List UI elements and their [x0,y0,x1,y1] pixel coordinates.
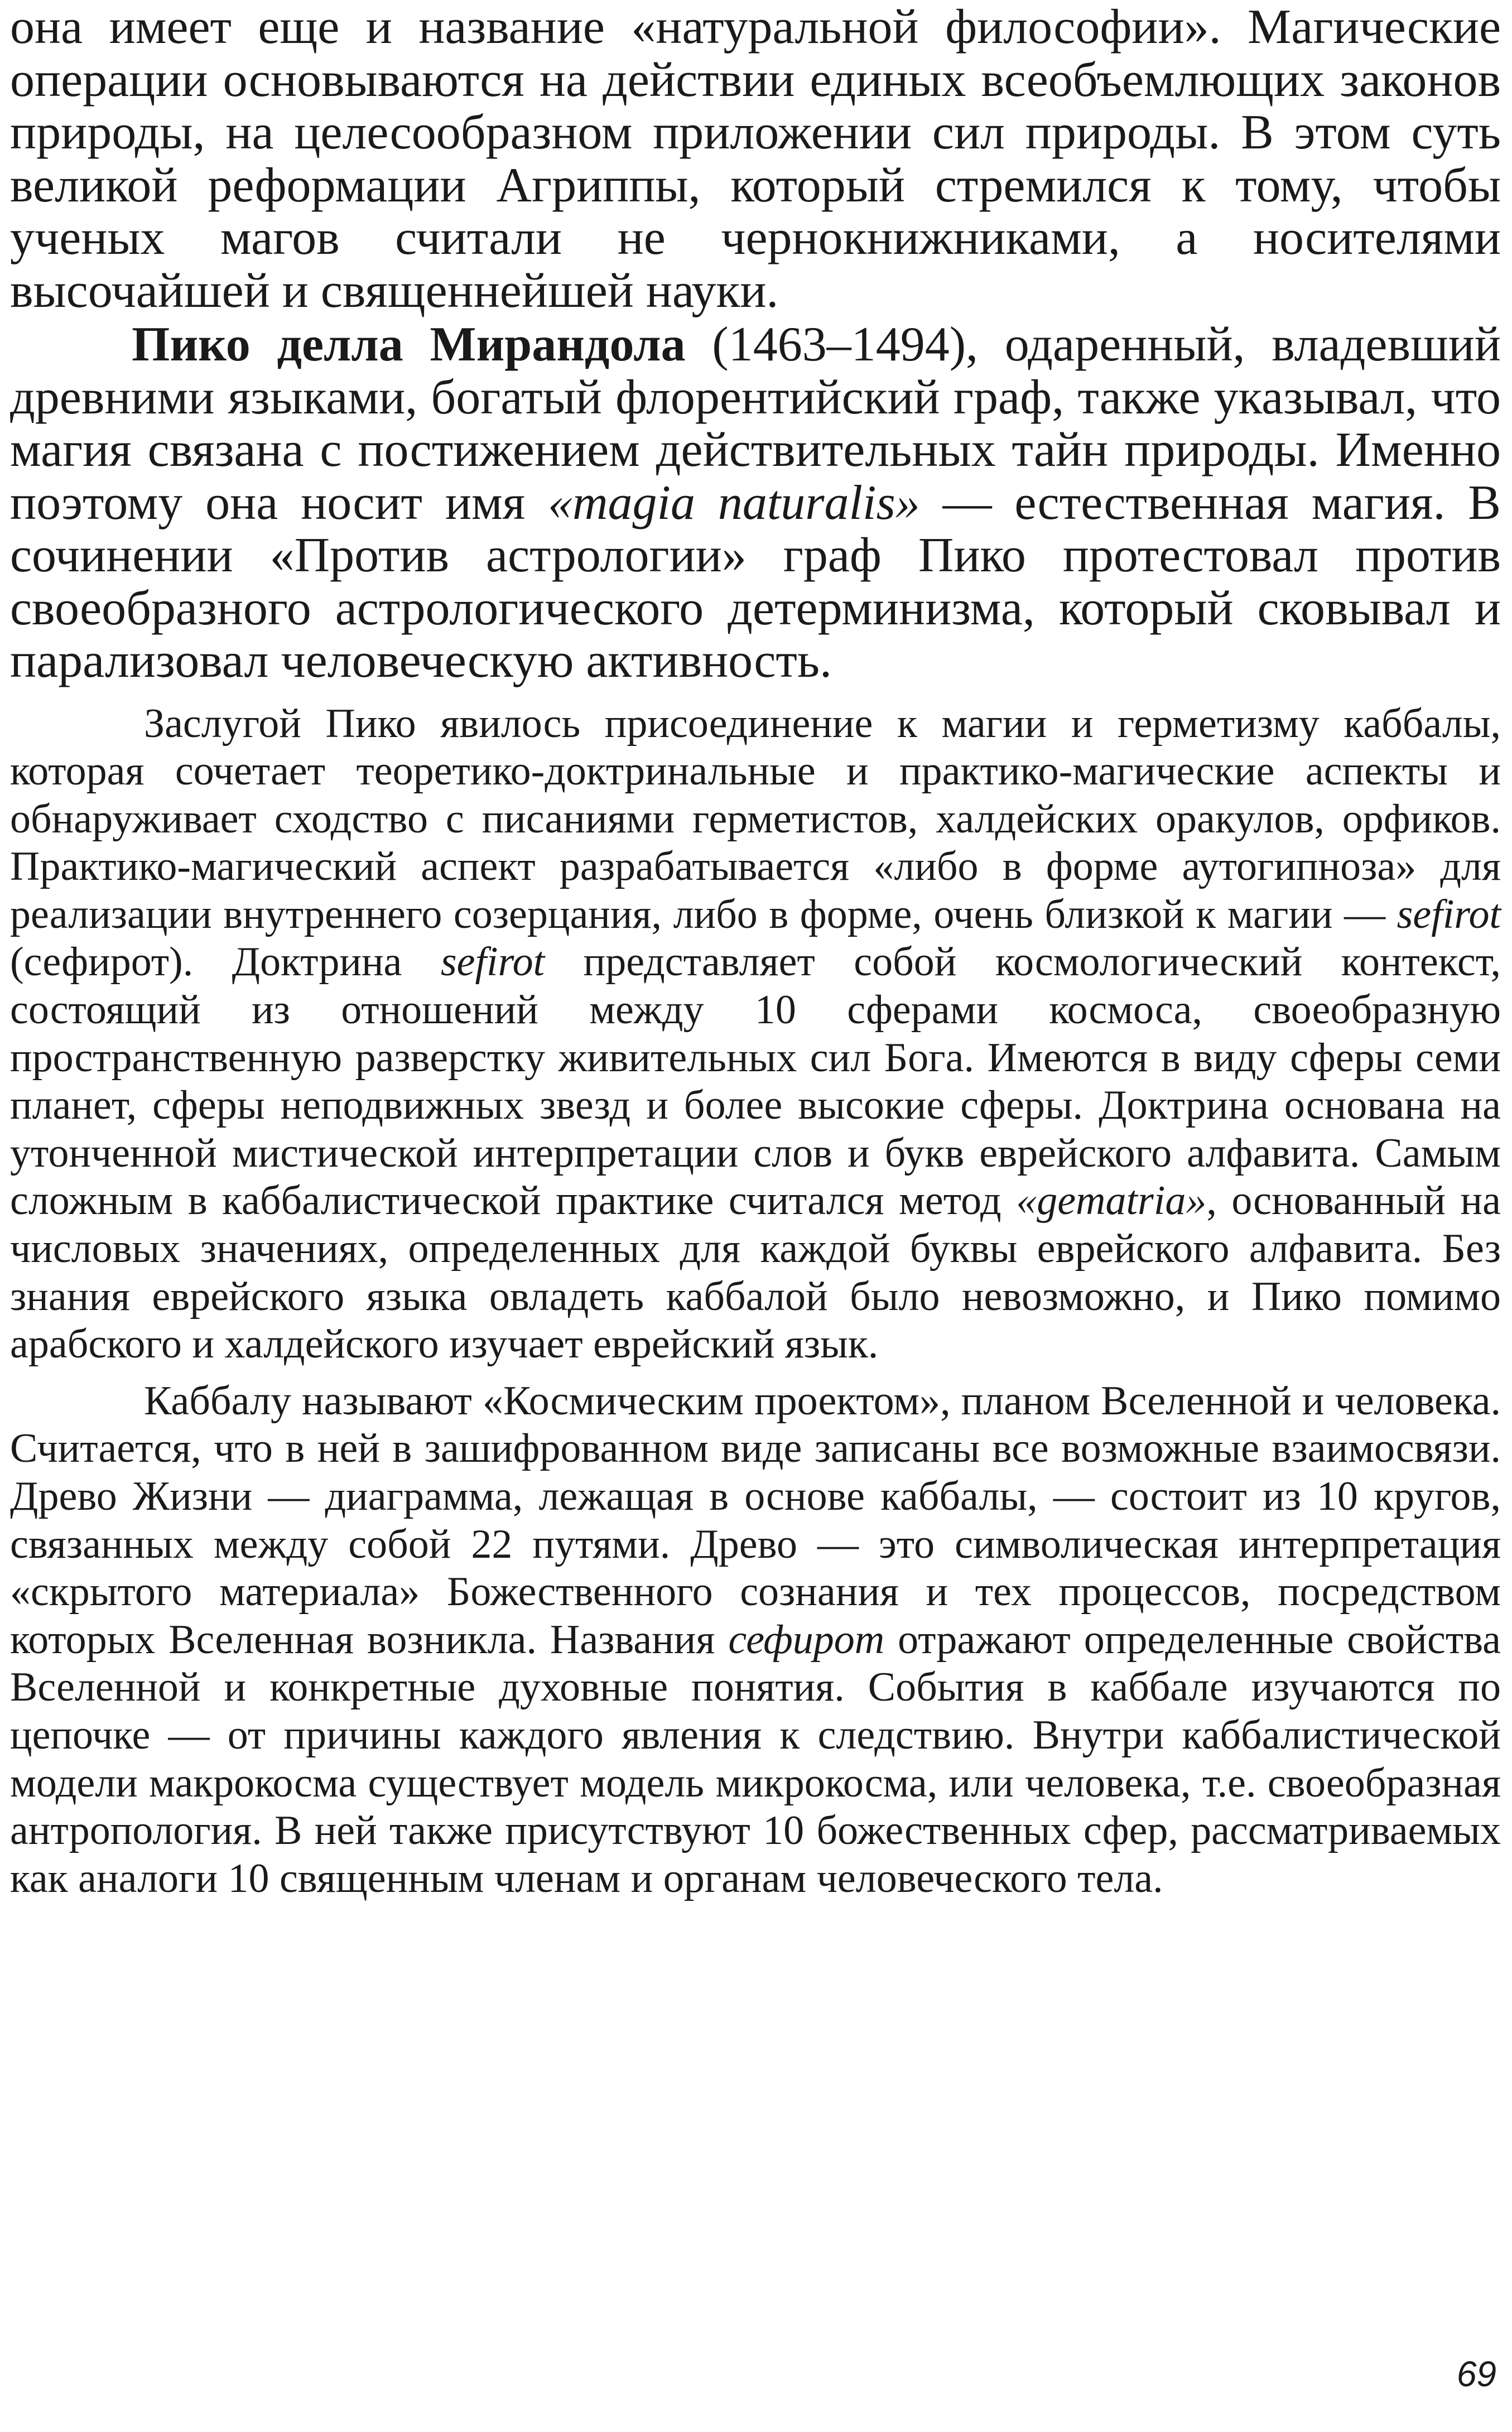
person-name-pico: Пико делла Мирандола [132,317,686,372]
latin-term-sefirot: sefirot [440,939,545,985]
paragraph-text: (1463–1494), одаренный, владевший древними языками, богатый флорентийский граф, также указывал, что магия связана с постижением действительных тайн природы. Именно поэтому она носит имя [10,317,1501,530]
paragraph-tree-of-life [10,1378,1501,1903]
page-number: 69 [1456,2354,1496,2394]
latin-term-gematria: «gematria» [1016,1178,1207,1224]
paragraph-pico [10,317,1501,688]
latin-term-sefirot: sefirot [1397,891,1501,937]
latin-term-magia-naturalis: «magia naturalis» [548,475,920,530]
paragraph-text: , основанный на числовых значениях, определенных для каждой буквы еврейского алфавита. Без знания еврейского языка овладеть каббалой было невозможно, и Пико помимо арабского и халдейского изучает еврейский язык. [10,1178,1501,1367]
paragraph-text: (сефирот). Доктрина [10,939,441,985]
paragraph-text: она имеет еще и название «натуральной философии». Магические операции основываются на действии единых всеобъемлющих законов природы, на целесообразном приложении сил природы. В этом суть великой реформации Агриппы, который стремился к тому, чтобы ученых магов считали не чернокнижниками, а носителями высочайшей и священнейшей науки. [10,0,1501,318]
book-page [10,0,1501,1903]
paragraph-agrippa-continuation [10,0,1501,317]
paragraph-text: Каббалу называют «Космическим проектом», планом Вселенной и человека. Считается, что в ней в зашифрованном виде записаны все возможные взаимосвязи. Древо Жизни — диаграмма, лежащая в основе каббалы, — состоит из 10 кругов, связанных между собой 22 путями. Древо — это символическая интерпретация «скрытого материала» Божественного сознания и тех процессов, посредством которых Вселенная возникла. Названия [10,1378,1501,1663]
term-sefirot-cyrillic: сефирот [728,1616,885,1663]
paragraph-text: Заслугой Пико явилось присоединение к магии и герметизму каббалы, которая сочетает теоретико-доктринальные и практико-магические аспекты и обнаруживает сходство с писаниями герметистов, халдейских оракулов, орфиков. Практико-магический аспект разрабатывается «либо в форме аутогипноза» для реализации внутреннего созерцания, либо в форме, очень близкой к магии — [10,700,1501,937]
paragraph-text: — естественная магия. В сочинении «Против астрологии» граф Пико протестовал против своеобразного астрологического детерминизма, который сковывал и парализовал человеческую активность. [10,475,1501,688]
paragraph-kabbalah-sefirot [10,700,1501,1369]
paragraph-text: отражают определенные свойства Вселенной и конкретные духовные понятия. События в каббале изучаются по цепочке — от причины каждого явления к следствию. Внутри каббалистической модели макрокосма существует модель микрокосма, или человека, т.е. своеобразная антропология. В ней также присутствуют 10 божественных сфер, рассматриваемых как аналоги 10 священным членам и органам человеческого тела. [10,1616,1501,1901]
paragraph-text: представляет собой космологический контекст, состоящий из отношений между 10 сферами космоса, своеобразную пространственную разверстку живительных сил Бога. Имеются в виду сферы семи планет, сферы неподвижных звезд и более высокие сферы. Доктрина основана на утонченной мистической интерпретации слов и букв еврейского алфавита. Самым сложным в каббалистической практике считался метод [10,939,1501,1224]
